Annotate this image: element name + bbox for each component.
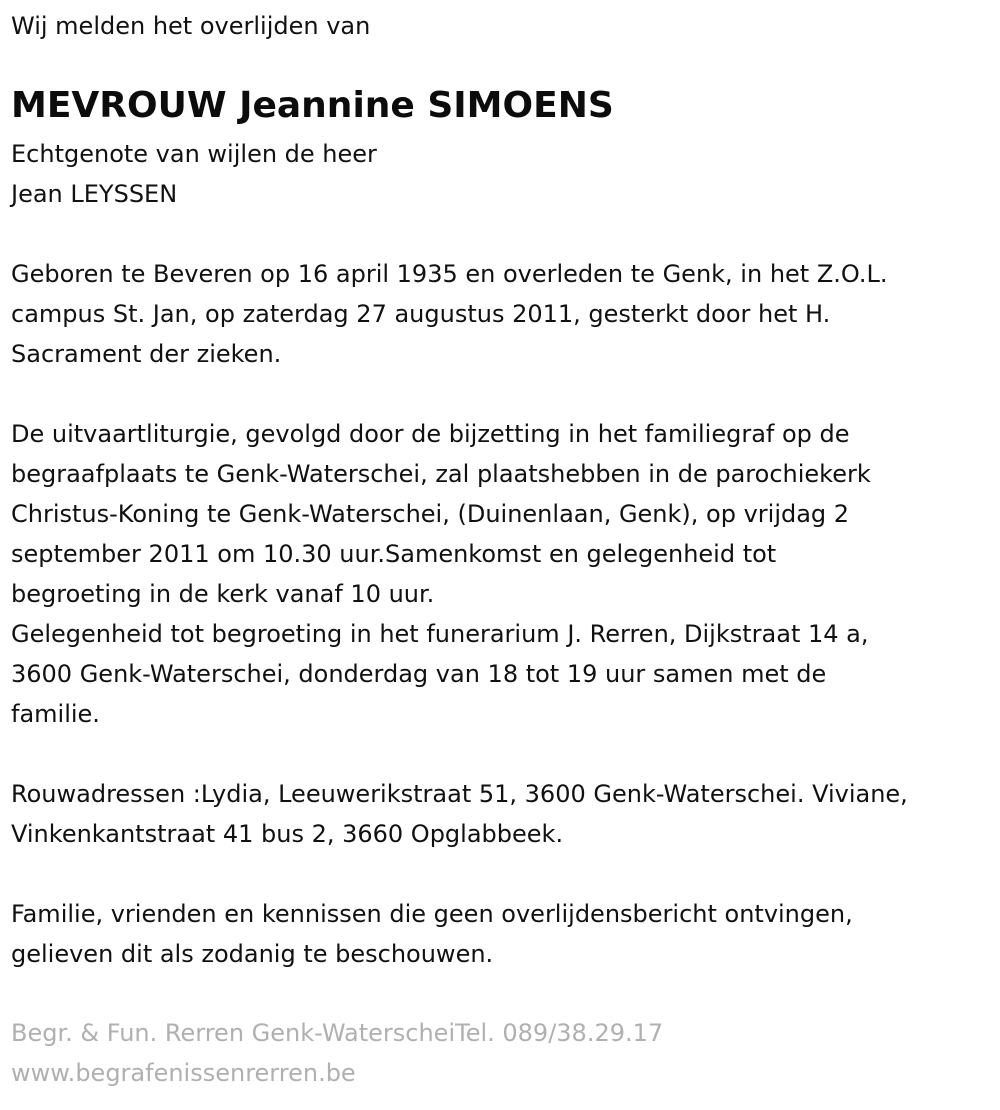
spouse-line: Echtgenote van wijlen de heer [11, 140, 377, 168]
paragraph-line: Sacrament der zieken. [11, 340, 282, 368]
funeral-home-contact: Begr. & Fun. Rerren Genk-WaterscheiTel. 089/38.29.17 [11, 1019, 664, 1047]
notice-paragraph [11, 894, 853, 974]
mourning-addresses [11, 774, 908, 854]
website-link[interactable]: www.begrafenissenrerren.be [11, 1059, 356, 1087]
paragraph-line: september 2011 om 10.30 uur.Samenkomst en gelegenheid tot [11, 540, 777, 568]
spouse-name: Jean LEYSSEN [11, 180, 178, 208]
paragraph-line: begraafplaats te Genk-Waterschei, zal plaatshebben in de parochiekerk [11, 460, 871, 488]
intro-text: Wij melden het overlijden van [11, 12, 371, 40]
footer [11, 1013, 663, 1093]
birth-death-paragraph [11, 254, 887, 374]
paragraph-line: 3600 Genk-Waterschei, donderdag van 18 tot 19 uur samen met de [11, 660, 827, 688]
paragraph-line: Rouwadressen :Lydia, Leeuwerikstraat 51, 3600 Genk-Waterschei. Viviane, [11, 780, 908, 808]
paragraph-line: Geboren te Beveren op 16 april 1935 en overleden te Genk, in het Z.O.L. [11, 260, 888, 288]
paragraph-line: De uitvaartliturgie, gevolgd door de bijzetting in het familiegraf op de [11, 420, 850, 448]
paragraph-line: Familie, vrienden en kennissen die geen overlijdensbericht ontvingen, [11, 900, 853, 928]
paragraph-line: campus St. Jan, op zaterdag 27 augustus 2011, gesterkt door het H. [11, 300, 831, 328]
paragraph-line: familie. [11, 700, 100, 728]
paragraph-line: gelieven dit als zodanig te beschouwen. [11, 940, 494, 968]
paragraph-line: begroeting in de kerk vanaf 10 uur. [11, 580, 435, 608]
funeral-paragraph [11, 414, 871, 734]
paragraph-line: Vinkenkantstraat 41 bus 2, 3660 Opglabbeek. [11, 820, 564, 848]
deceased-name: MEVROUW Jeannine SIMOENS [11, 85, 614, 126]
spouse-section [11, 134, 377, 214]
paragraph-line: Christus-Koning te Genk-Waterschei, (Duinenlaan, Genk), op vrijdag 2 [11, 500, 850, 528]
paragraph-line: Gelegenheid tot begroeting in het funerarium J. Rerren, Dijkstraat 14 a, [11, 620, 869, 648]
